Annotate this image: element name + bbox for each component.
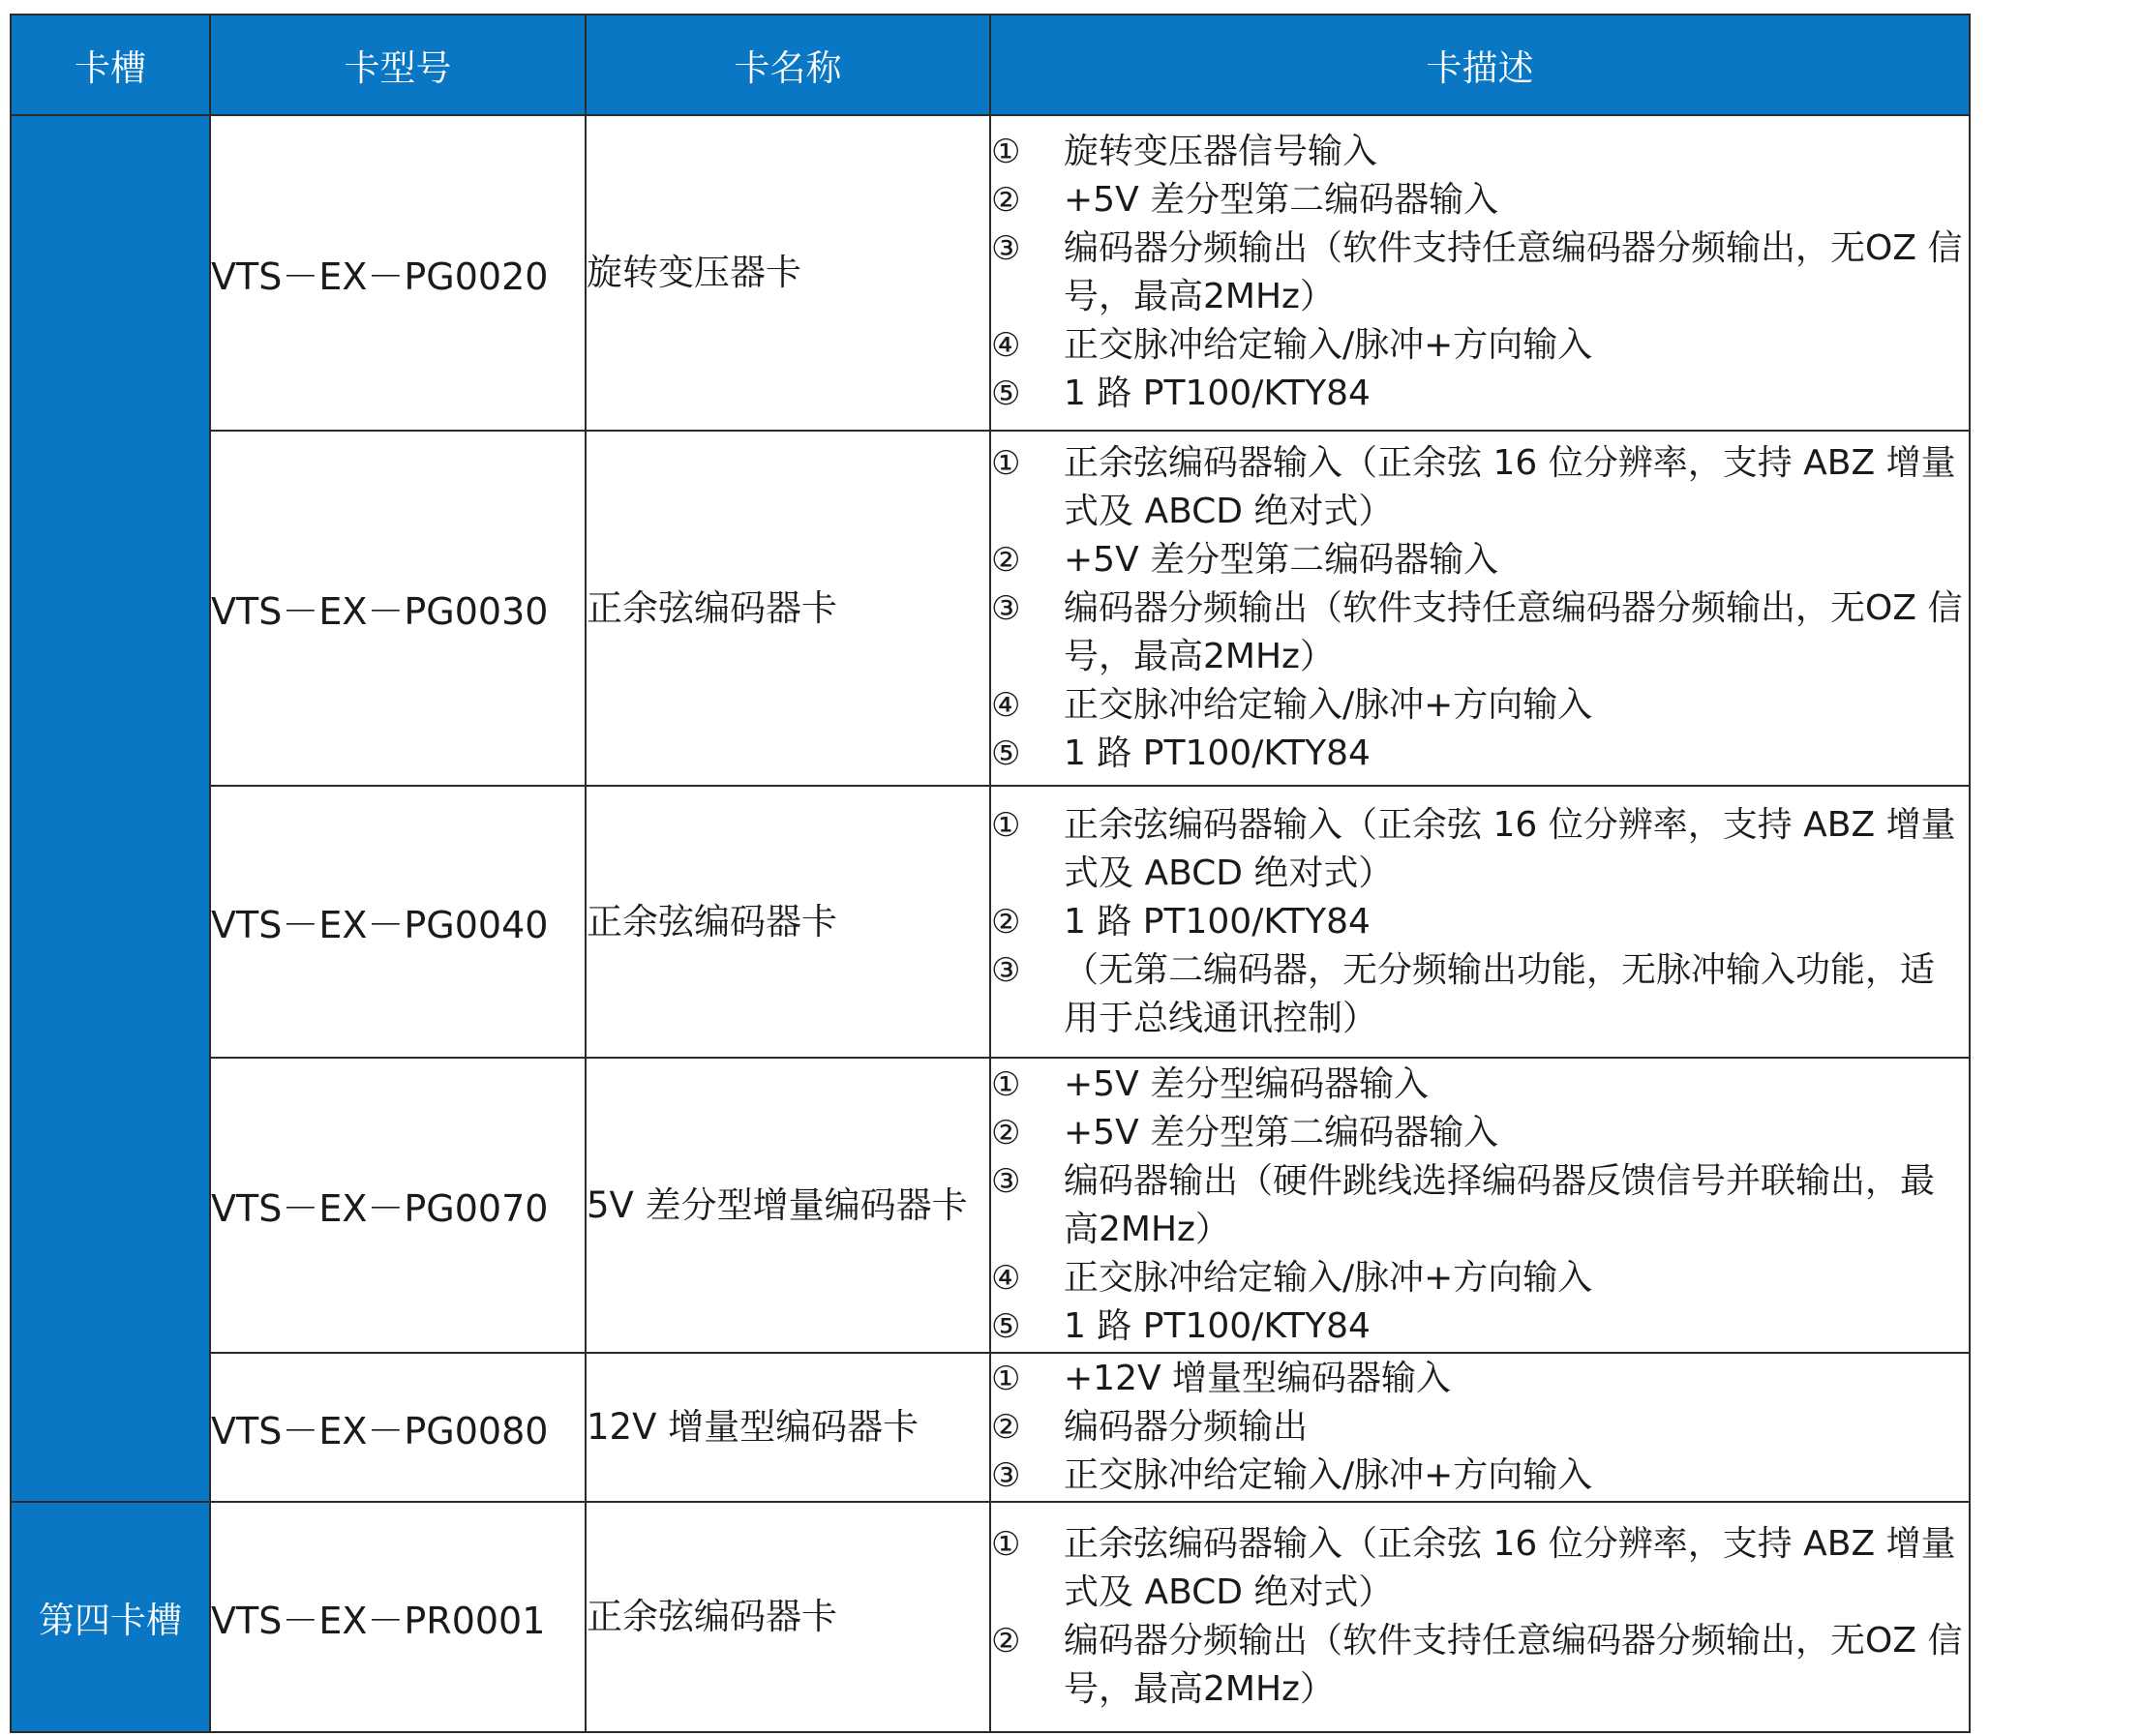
item-text: 1 路 PT100/KTY84 — [1064, 374, 1371, 413]
item-text: +12V 增量型编码器输入 — [1064, 1359, 1452, 1398]
item-text: （无第二编码器，无分频输出功能，无脉冲输入功能，适用于总线通讯控制） — [1064, 949, 1936, 1038]
item-number: ③ — [991, 588, 1021, 628]
description-item — [991, 439, 1969, 536]
header-name: 卡名称 — [586, 15, 990, 115]
table-row — [11, 1353, 1970, 1502]
item-text: 正交脉冲给定输入/脉冲+方向输入 — [1064, 684, 1593, 725]
table-row — [11, 431, 1970, 786]
name-cell: 12V 增量型编码器卡 — [586, 1353, 990, 1502]
item-number: ① — [991, 1525, 1021, 1564]
description-item — [991, 1617, 1969, 1714]
item-number: ② — [991, 1408, 1021, 1447]
header-description: 卡描述 — [990, 15, 1970, 115]
table-row — [11, 115, 1970, 431]
description-cell — [990, 1502, 1970, 1732]
description-item — [991, 1061, 1969, 1109]
model-cell: VTS－EX－PG0030 — [210, 431, 586, 786]
item-number: ① — [991, 1360, 1021, 1398]
item-number: ① — [991, 805, 1021, 845]
name-cell: 正余弦编码器卡 — [586, 431, 990, 786]
item-text: +5V 差分型第二编码器输入 — [1064, 1112, 1499, 1152]
item-number: ④ — [991, 1258, 1021, 1298]
model-cell: VTS－EX－PG0070 — [210, 1058, 586, 1353]
description-item — [991, 128, 1969, 176]
item-text: +5V 差分型第二编码器输入 — [1064, 539, 1499, 580]
item-text: 编码器分频输出（软件支持任意编码器分频输出，无OZ 信号，最高2MHz） — [1064, 228, 1963, 316]
item-text: 编码器分频输出 — [1064, 1407, 1309, 1447]
description-item — [991, 1109, 1969, 1157]
description-item — [991, 1452, 1969, 1500]
item-number: ③ — [991, 950, 1021, 990]
card-spec-table — [10, 14, 1971, 1733]
item-text: +5V 差分型编码器输入 — [1064, 1063, 1430, 1104]
item-text: 正余弦编码器输入（正余弦 16 位分辨率，支持 ABZ 增量式及 ABCD 绝对式） — [1064, 442, 1956, 531]
description-cell — [990, 1353, 1970, 1502]
description-item — [991, 176, 1969, 224]
table-row — [11, 1058, 1970, 1353]
item-text: +5V 差分型第二编码器输入 — [1064, 180, 1499, 220]
item-number: ④ — [991, 685, 1021, 725]
header-slot: 卡槽 — [11, 15, 210, 115]
name-cell: 旋转变压器卡 — [586, 115, 990, 431]
description-item — [991, 1302, 1969, 1351]
description-item — [991, 1403, 1969, 1452]
description-item — [991, 224, 1969, 321]
item-text: 旋转变压器信号输入 — [1064, 132, 1378, 171]
description-item — [991, 946, 1969, 1043]
item-number: ② — [991, 181, 1021, 220]
item-number: ③ — [991, 229, 1021, 268]
description-item — [991, 321, 1969, 370]
item-number: ③ — [991, 1456, 1021, 1495]
item-number: ① — [991, 443, 1021, 483]
item-number: ② — [991, 1113, 1021, 1152]
item-number: ② — [991, 540, 1021, 580]
item-number: ⑤ — [991, 1306, 1021, 1346]
description-item — [991, 1355, 1969, 1403]
item-number: ② — [991, 1622, 1021, 1661]
slot-cell: 第四卡槽 — [11, 1502, 210, 1732]
table-row — [11, 786, 1970, 1058]
item-number: ⑤ — [991, 374, 1021, 413]
model-cell: VTS－EX－PR0001 — [210, 1502, 586, 1732]
model-cell: VTS－EX－PG0020 — [210, 115, 586, 431]
description-item — [991, 1520, 1969, 1617]
description-item — [991, 584, 1969, 681]
item-text: 正交脉冲给定输入/脉冲+方向输入 — [1064, 325, 1593, 365]
description-cell — [990, 1058, 1970, 1353]
description-item — [991, 681, 1969, 730]
item-text: 编码器分频输出（软件支持任意编码器分频输出，无OZ 信号，最高2MHz） — [1064, 1621, 1963, 1709]
header-model: 卡型号 — [210, 15, 586, 115]
item-text: 正交脉冲给定输入/脉冲+方向输入 — [1064, 1455, 1593, 1495]
description-item — [991, 1157, 1969, 1254]
item-text: 1 路 PT100/KTY84 — [1064, 1305, 1371, 1346]
description-cell — [990, 431, 1970, 786]
name-cell: 5V 差分型增量编码器卡 — [586, 1058, 990, 1353]
description-cell — [990, 115, 1970, 431]
item-text: 编码器输出（硬件跳线选择编码器反馈信号并联输出，最高2MHz） — [1064, 1160, 1936, 1249]
item-text: 1 路 PT100/KTY84 — [1064, 733, 1371, 773]
description-item — [991, 370, 1969, 418]
table-row — [11, 1502, 1970, 1732]
name-cell: 正余弦编码器卡 — [586, 1502, 990, 1732]
item-number: ⑤ — [991, 733, 1021, 773]
item-number: ② — [991, 902, 1021, 942]
item-text: 正余弦编码器输入（正余弦 16 位分辨率，支持 ABZ 增量式及 ABCD 绝对式） — [1064, 1524, 1956, 1612]
description-item — [991, 730, 1969, 778]
table-header-row — [11, 15, 1970, 115]
item-number: ① — [991, 133, 1021, 171]
model-cell: VTS－EX－PG0040 — [210, 786, 586, 1058]
item-text: 正交脉冲给定输入/脉冲+方向输入 — [1064, 1257, 1593, 1298]
name-cell: 正余弦编码器卡 — [586, 786, 990, 1058]
description-item — [991, 536, 1969, 584]
description-cell — [990, 786, 1970, 1058]
model-cell: VTS－EX－PG0080 — [210, 1353, 586, 1502]
item-number: ① — [991, 1064, 1021, 1104]
slot-cell — [11, 115, 210, 1502]
item-text: 正余弦编码器输入（正余弦 16 位分辨率，支持 ABZ 增量式及 ABCD 绝对式） — [1064, 804, 1956, 893]
item-number: ④ — [991, 326, 1021, 365]
item-text: 1 路 PT100/KTY84 — [1064, 901, 1371, 942]
item-number: ③ — [991, 1161, 1021, 1201]
description-item — [991, 801, 1969, 898]
item-text: 编码器分频输出（软件支持任意编码器分频输出，无OZ 信号，最高2MHz） — [1064, 587, 1963, 676]
description-item — [991, 1254, 1969, 1302]
description-item — [991, 898, 1969, 946]
